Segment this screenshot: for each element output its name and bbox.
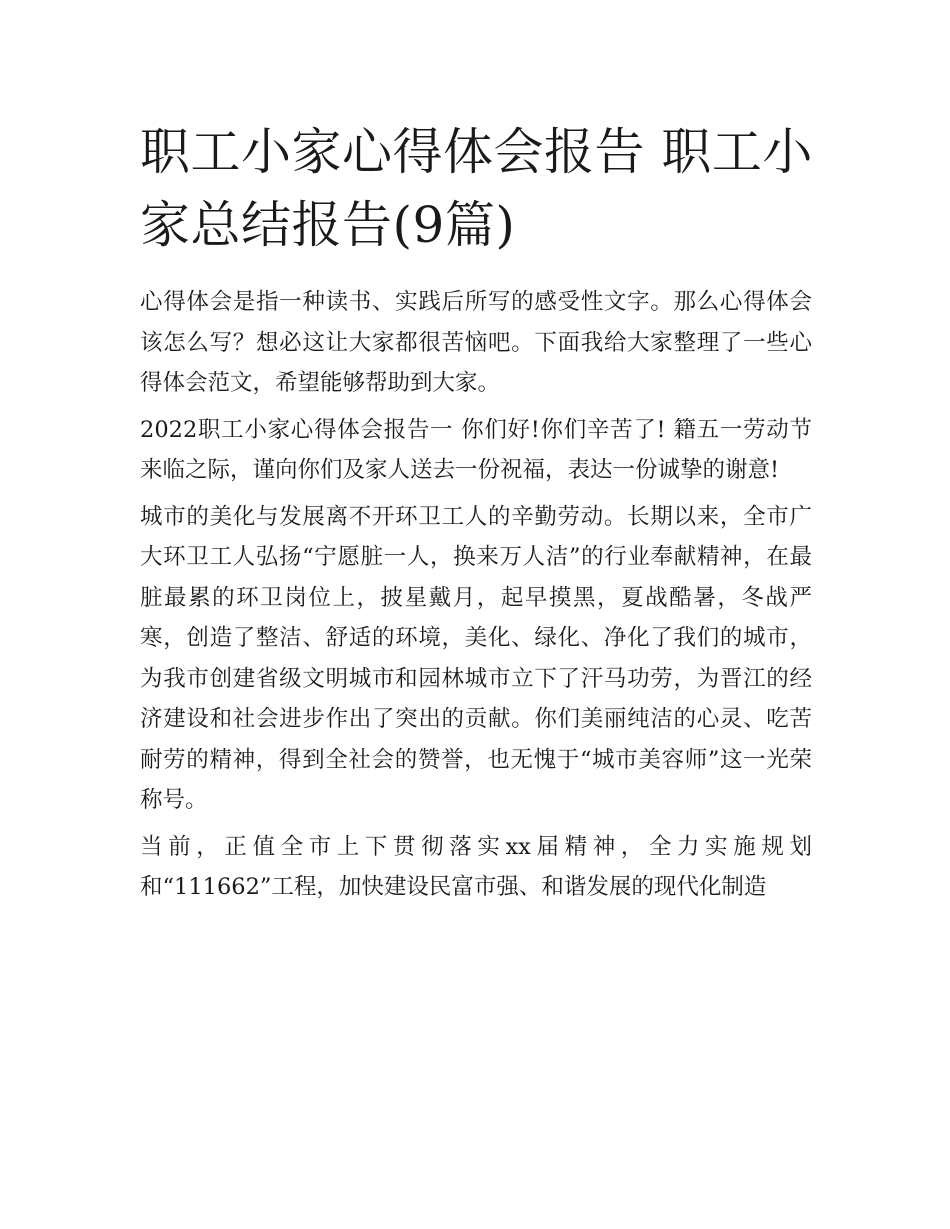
paragraph-sanitation-workers: 城市的美化与发展离不开环卫工人的辛勤劳动。长期以来，全市广大环卫工人弘扬“宁愿脏一人，换来万人洁”的行业奉献精神，在最脏最累的环卫岗位上，披星戴月，起早摸黑，夏战酷暑，冬战严寒，创造了整洁、舒适的环境，美化、绿化、净化了我们的城市，为我市创建省级文明城市和园林城市立下了汗马功劳，为晋江的经济建设和社会进步作出了突出的贡献。你们美丽纯洁的心灵、吃苦耐劳的精神，得到全社会的赞誉，也无愧于“城市美容师”这一光荣称号。 [140, 503, 812, 813]
document-title: 职工小家心得体会报告 职工小家总结报告(9篇) [140, 123, 813, 254]
document-body [140, 282, 812, 908]
paragraph-greeting: 2022职工小家心得体会报告一 你们好!你们辛苦了! 籍五一劳动节来临之际，谨向你们及家人送去一份祝福，表达一份诚挚的谢意! [140, 416, 812, 483]
paragraph-intro: 心得体会是指一种读书、实践后所写的感受性文字。那么心得体会该怎么写？想必这让大家都很苦恼吧。下面我给大家整理了一些心得体会范文，希望能够帮助到大家。 [140, 289, 812, 396]
paragraph-current: 当前，正值全市上下贯彻落实xx届精神，全力实施规划和“111662”工程，加快建设民富市强、和谐发展的现代化制造 [140, 833, 812, 900]
